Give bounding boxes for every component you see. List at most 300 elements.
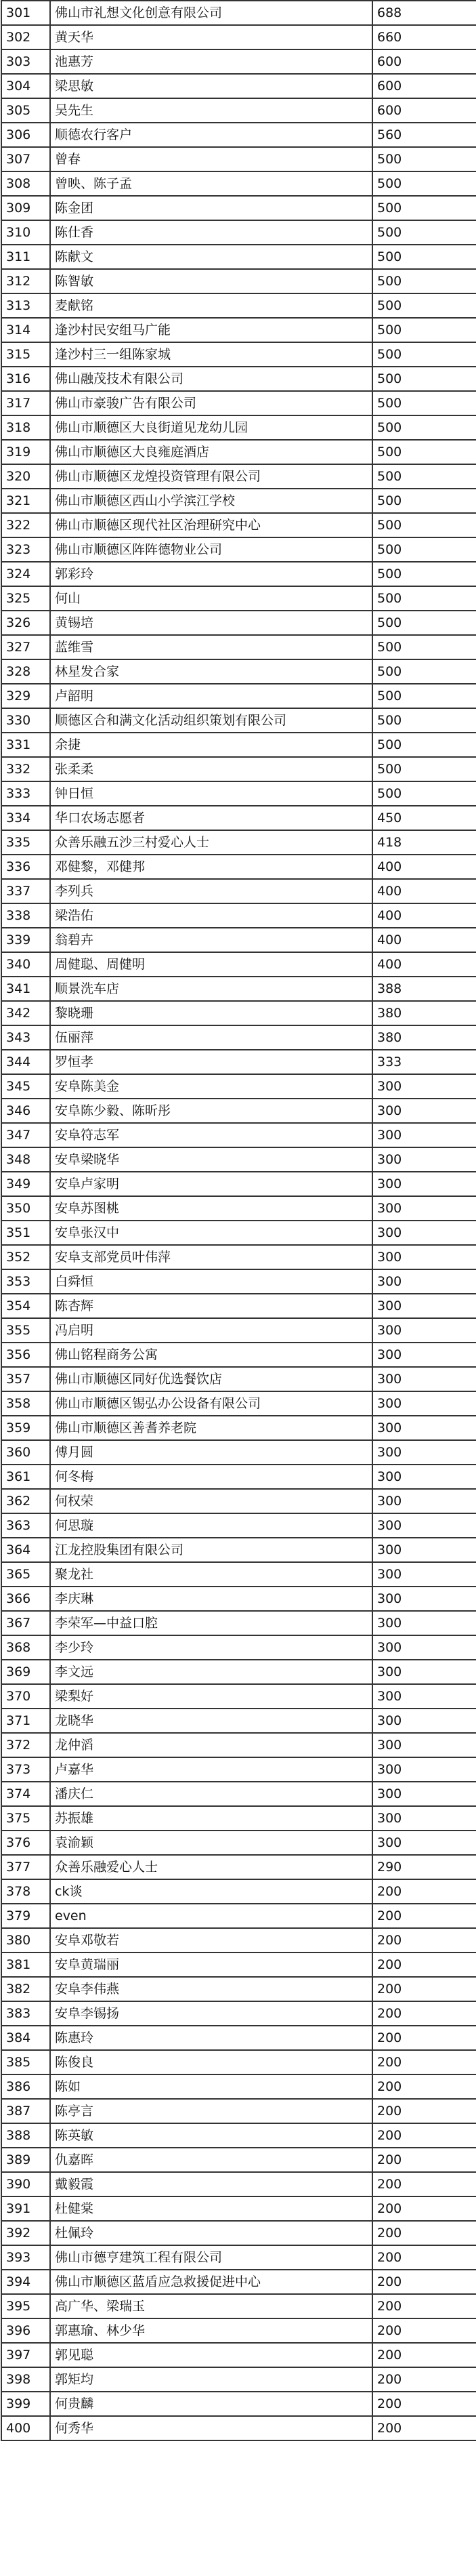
donation-amount-cell: 500 bbox=[372, 220, 476, 245]
donor-name-cell: 顺景洗车店 bbox=[50, 977, 372, 1001]
donor-name-cell: 曾映、陈子孟 bbox=[50, 171, 372, 196]
table-row bbox=[1, 1611, 476, 1635]
donation-amount-cell: 380 bbox=[372, 1001, 476, 1025]
donor-name-cell: 安阜邓敬若 bbox=[50, 1928, 372, 1953]
table-row bbox=[1, 2343, 476, 2367]
table-row bbox=[1, 269, 476, 293]
table-row bbox=[1, 1684, 476, 1709]
donor-name-cell: 梁思敏 bbox=[50, 74, 372, 98]
donation-amount-cell: 500 bbox=[372, 147, 476, 171]
donation-amount-cell: 300 bbox=[372, 1465, 476, 1489]
table-row bbox=[1, 855, 476, 879]
row-number-cell: 371 bbox=[1, 1709, 50, 1733]
donation-amount-cell: 300 bbox=[372, 1123, 476, 1147]
table-row bbox=[1, 2099, 476, 2123]
row-number-cell: 337 bbox=[1, 879, 50, 903]
donor-name-cell: 杜健棠 bbox=[50, 2196, 372, 2221]
donor-name-cell: 佛山市顺德区龙煌投资管理有限公司 bbox=[50, 464, 372, 489]
donation-amount-cell: 500 bbox=[372, 196, 476, 220]
donor-name-cell: 聚龙社 bbox=[50, 1562, 372, 1587]
table-row bbox=[1, 2318, 476, 2343]
table-row bbox=[1, 464, 476, 489]
donor-name-cell: 黄天华 bbox=[50, 25, 372, 49]
donor-name-cell: 佛山市顺德区大良街道见龙幼儿园 bbox=[50, 415, 372, 440]
row-number-cell: 335 bbox=[1, 830, 50, 855]
donor-name-cell: 陈智敏 bbox=[50, 269, 372, 293]
table-row bbox=[1, 2367, 476, 2392]
donation-amount-cell: 200 bbox=[372, 1928, 476, 1953]
table-row bbox=[1, 1318, 476, 1343]
donor-name-cell: 佛山市德亨建筑工程有限公司 bbox=[50, 2245, 372, 2270]
row-number-cell: 333 bbox=[1, 781, 50, 806]
table-row bbox=[1, 1343, 476, 1367]
donation-amount-cell: 500 bbox=[372, 171, 476, 196]
table-row bbox=[1, 49, 476, 74]
table-row bbox=[1, 1757, 476, 1782]
donation-amount-cell: 300 bbox=[372, 1635, 476, 1660]
donor-name-cell: 安阜李伟燕 bbox=[50, 1977, 372, 2001]
donor-name-cell: 佛山市顺德区锡弘办公设备有限公司 bbox=[50, 1391, 372, 1416]
donor-name-cell: 安阜陈美金 bbox=[50, 1074, 372, 1099]
donor-name-cell: 曾春 bbox=[50, 147, 372, 171]
donation-amount-cell: 500 bbox=[372, 245, 476, 269]
table-row bbox=[1, 367, 476, 391]
donation-amount-cell: 200 bbox=[372, 2123, 476, 2148]
row-number-cell: 376 bbox=[1, 1831, 50, 1855]
donation-amount-cell: 300 bbox=[372, 1782, 476, 1806]
row-number-cell: 313 bbox=[1, 293, 50, 318]
donation-amount-cell: 200 bbox=[372, 2221, 476, 2245]
donor-name-cell: 佛山市顺德区大良雍庭酒店 bbox=[50, 440, 372, 464]
row-number-cell: 368 bbox=[1, 1635, 50, 1660]
donor-name-cell: 何权荣 bbox=[50, 1489, 372, 1513]
row-number-cell: 378 bbox=[1, 1879, 50, 1904]
donation-amount-cell: 300 bbox=[372, 1684, 476, 1709]
table-row bbox=[1, 1074, 476, 1099]
donation-amount-cell: 300 bbox=[372, 1172, 476, 1196]
donor-name-cell: 梁梨好 bbox=[50, 1684, 372, 1709]
donor-name-cell: 安阜黄瑞丽 bbox=[50, 1953, 372, 1977]
donor-name-cell: 佛山融茂技术有限公司 bbox=[50, 367, 372, 391]
table-row bbox=[1, 1416, 476, 1440]
row-number-cell: 318 bbox=[1, 415, 50, 440]
table-row bbox=[1, 2148, 476, 2172]
donor-name-cell: 卢嘉华 bbox=[50, 1757, 372, 1782]
row-number-cell: 344 bbox=[1, 1050, 50, 1074]
donation-amount-cell: 200 bbox=[372, 2026, 476, 2050]
row-number-cell: 307 bbox=[1, 147, 50, 171]
donor-name-cell: 陈仕香 bbox=[50, 220, 372, 245]
table-row bbox=[1, 1294, 476, 1318]
row-number-cell: 372 bbox=[1, 1733, 50, 1757]
row-number-cell: 303 bbox=[1, 49, 50, 74]
row-number-cell: 352 bbox=[1, 1245, 50, 1269]
donor-name-cell: 龙仲滔 bbox=[50, 1733, 372, 1757]
donor-name-cell: 佛山市顺德区现代社区治理研究中心 bbox=[50, 513, 372, 537]
row-number-cell: 312 bbox=[1, 269, 50, 293]
table-row bbox=[1, 1050, 476, 1074]
donation-amount-cell: 200 bbox=[372, 2148, 476, 2172]
table-row bbox=[1, 806, 476, 830]
row-number-cell: 348 bbox=[1, 1147, 50, 1172]
row-number-cell: 308 bbox=[1, 171, 50, 196]
donor-name-cell: 逢沙村三一组陈家城 bbox=[50, 342, 372, 367]
row-number-cell: 353 bbox=[1, 1269, 50, 1294]
row-number-cell: 355 bbox=[1, 1318, 50, 1343]
donor-name-cell: 李文远 bbox=[50, 1660, 372, 1684]
table-row bbox=[1, 879, 476, 903]
table-row bbox=[1, 2245, 476, 2270]
row-number-cell: 349 bbox=[1, 1172, 50, 1196]
donor-name-cell: 仇嘉晖 bbox=[50, 2148, 372, 2172]
row-number-cell: 388 bbox=[1, 2123, 50, 2148]
table-row bbox=[1, 1513, 476, 1538]
table-row bbox=[1, 1123, 476, 1147]
row-number-cell: 365 bbox=[1, 1562, 50, 1587]
row-number-cell: 306 bbox=[1, 123, 50, 147]
row-number-cell: 345 bbox=[1, 1074, 50, 1099]
donation-amount-cell: 500 bbox=[372, 293, 476, 318]
table-row bbox=[1, 245, 476, 269]
donor-name-cell: 麦献铭 bbox=[50, 293, 372, 318]
donation-amount-cell: 600 bbox=[372, 74, 476, 98]
donation-amount-cell: 500 bbox=[372, 537, 476, 562]
donation-amount-cell: 500 bbox=[372, 415, 476, 440]
row-number-cell: 310 bbox=[1, 220, 50, 245]
table-row bbox=[1, 830, 476, 855]
row-number-cell: 360 bbox=[1, 1440, 50, 1465]
table-row bbox=[1, 2294, 476, 2318]
donation-amount-cell: 500 bbox=[372, 684, 476, 708]
donation-amount-cell: 418 bbox=[372, 830, 476, 855]
donor-name-cell: 伍丽萍 bbox=[50, 1025, 372, 1050]
table-row bbox=[1, 586, 476, 611]
donor-name-cell: even bbox=[50, 1904, 372, 1928]
table-row bbox=[1, 684, 476, 708]
row-number-cell: 375 bbox=[1, 1806, 50, 1831]
table-row bbox=[1, 2001, 476, 2026]
donor-name-cell: 佛山铭程商务公寓 bbox=[50, 1343, 372, 1367]
donor-name-cell: 顺德农行客户 bbox=[50, 123, 372, 147]
table-row bbox=[1, 2196, 476, 2221]
donation-amount-cell: 200 bbox=[372, 2392, 476, 2416]
table-row bbox=[1, 2050, 476, 2074]
donor-name-cell: 安阜支部党员叶伟萍 bbox=[50, 1245, 372, 1269]
donor-name-cell: 安阜李锡扬 bbox=[50, 2001, 372, 2026]
row-number-cell: 370 bbox=[1, 1684, 50, 1709]
donation-amount-cell: 500 bbox=[372, 269, 476, 293]
donor-table bbox=[1, 0, 476, 2441]
row-number-cell: 374 bbox=[1, 1782, 50, 1806]
row-number-cell: 327 bbox=[1, 635, 50, 659]
table-row bbox=[1, 513, 476, 537]
donor-name-cell: 蓝维雪 bbox=[50, 635, 372, 659]
donation-amount-cell: 300 bbox=[372, 1269, 476, 1294]
donation-amount-cell: 200 bbox=[372, 2196, 476, 2221]
table-row bbox=[1, 98, 476, 123]
donation-amount-cell: 200 bbox=[372, 1977, 476, 2001]
row-number-cell: 369 bbox=[1, 1660, 50, 1684]
row-number-cell: 362 bbox=[1, 1489, 50, 1513]
row-number-cell: 304 bbox=[1, 74, 50, 98]
row-number-cell: 343 bbox=[1, 1025, 50, 1050]
table-row bbox=[1, 733, 476, 757]
donation-amount-cell: 200 bbox=[372, 2343, 476, 2367]
donor-name-cell: 陈杏辉 bbox=[50, 1294, 372, 1318]
table-row bbox=[1, 415, 476, 440]
donor-name-cell: 安阜卢家明 bbox=[50, 1172, 372, 1196]
row-number-cell: 367 bbox=[1, 1611, 50, 1635]
donor-name-cell: 郭见聪 bbox=[50, 2343, 372, 2367]
row-number-cell: 363 bbox=[1, 1513, 50, 1538]
donor-name-cell: 何贵麟 bbox=[50, 2392, 372, 2416]
donation-amount-cell: 200 bbox=[372, 2074, 476, 2099]
donor-name-cell: 潘庆仁 bbox=[50, 1782, 372, 1806]
table-row bbox=[1, 2416, 476, 2440]
donor-name-cell: 李少玲 bbox=[50, 1635, 372, 1660]
row-number-cell: 315 bbox=[1, 342, 50, 367]
table-row bbox=[1, 1025, 476, 1050]
row-number-cell: 391 bbox=[1, 2196, 50, 2221]
row-number-cell: 302 bbox=[1, 25, 50, 49]
row-number-cell: 359 bbox=[1, 1416, 50, 1440]
donor-name-cell: 郭彩玲 bbox=[50, 562, 372, 586]
donation-amount-cell: 300 bbox=[372, 1391, 476, 1416]
donation-amount-cell: 300 bbox=[372, 1318, 476, 1343]
table-row bbox=[1, 1245, 476, 1269]
row-number-cell: 332 bbox=[1, 757, 50, 781]
table-row bbox=[1, 440, 476, 464]
donation-amount-cell: 300 bbox=[372, 1196, 476, 1221]
table-row bbox=[1, 708, 476, 733]
row-number-cell: 342 bbox=[1, 1001, 50, 1025]
table-row bbox=[1, 903, 476, 928]
donation-amount-cell: 300 bbox=[372, 1416, 476, 1440]
donation-amount-cell: 560 bbox=[372, 123, 476, 147]
table-row bbox=[1, 2074, 476, 2099]
row-number-cell: 350 bbox=[1, 1196, 50, 1221]
donor-name-cell: 佛山市顺德区善耆养老院 bbox=[50, 1416, 372, 1440]
row-number-cell: 316 bbox=[1, 367, 50, 391]
donation-amount-cell: 300 bbox=[372, 1489, 476, 1513]
table-row bbox=[1, 635, 476, 659]
donation-amount-cell: 500 bbox=[372, 367, 476, 391]
donor-name-cell: 安阜符志军 bbox=[50, 1123, 372, 1147]
table-row bbox=[1, 147, 476, 171]
table-row bbox=[1, 1269, 476, 1294]
row-number-cell: 331 bbox=[1, 733, 50, 757]
row-number-cell: 351 bbox=[1, 1221, 50, 1245]
donation-amount-cell: 500 bbox=[372, 659, 476, 684]
donor-name-cell: 陈如 bbox=[50, 2074, 372, 2099]
table-row bbox=[1, 25, 476, 49]
donor-name-cell: 梁浩佑 bbox=[50, 903, 372, 928]
table-row bbox=[1, 1440, 476, 1465]
donor-name-cell: 陈金团 bbox=[50, 196, 372, 220]
donor-name-cell: 池惠芳 bbox=[50, 49, 372, 74]
row-number-cell: 381 bbox=[1, 1953, 50, 1977]
table-row bbox=[1, 1172, 476, 1196]
donation-amount-cell: 290 bbox=[372, 1855, 476, 1879]
donor-name-cell: 何秀华 bbox=[50, 2416, 372, 2440]
row-number-cell: 384 bbox=[1, 2026, 50, 2050]
donor-name-cell: 李庆琳 bbox=[50, 1587, 372, 1611]
table-row bbox=[1, 1904, 476, 1928]
donation-amount-cell: 200 bbox=[372, 2416, 476, 2440]
donation-amount-cell: 300 bbox=[372, 1587, 476, 1611]
row-number-cell: 392 bbox=[1, 2221, 50, 2245]
donation-amount-cell: 500 bbox=[372, 513, 476, 537]
table-row bbox=[1, 1879, 476, 1904]
row-number-cell: 377 bbox=[1, 1855, 50, 1879]
row-number-cell: 317 bbox=[1, 391, 50, 415]
row-number-cell: 398 bbox=[1, 2367, 50, 2392]
table-row bbox=[1, 2392, 476, 2416]
donation-amount-cell: 300 bbox=[372, 1831, 476, 1855]
donation-amount-cell: 500 bbox=[372, 318, 476, 342]
row-number-cell: 395 bbox=[1, 2294, 50, 2318]
donation-amount-cell: 300 bbox=[372, 1733, 476, 1757]
row-number-cell: 325 bbox=[1, 586, 50, 611]
donor-name-cell: 华口农场志愿者 bbox=[50, 806, 372, 830]
table-row bbox=[1, 1953, 476, 1977]
donation-amount-cell: 380 bbox=[372, 1025, 476, 1050]
donor-name-cell: ck谈 bbox=[50, 1879, 372, 1904]
table-row bbox=[1, 1221, 476, 1245]
donation-amount-cell: 200 bbox=[372, 2318, 476, 2343]
donation-amount-cell: 200 bbox=[372, 2001, 476, 2026]
table-row bbox=[1, 196, 476, 220]
table-row bbox=[1, 1562, 476, 1587]
donor-name-cell: 袁渝颖 bbox=[50, 1831, 372, 1855]
row-number-cell: 389 bbox=[1, 2148, 50, 2172]
table-row bbox=[1, 2026, 476, 2050]
donation-amount-cell: 300 bbox=[372, 1074, 476, 1099]
donor-name-cell: 冯启明 bbox=[50, 1318, 372, 1343]
row-number-cell: 346 bbox=[1, 1099, 50, 1123]
donation-amount-cell: 200 bbox=[372, 2294, 476, 2318]
table-row bbox=[1, 1635, 476, 1660]
donor-name-cell: 郭矩均 bbox=[50, 2367, 372, 2392]
row-number-cell: 400 bbox=[1, 2416, 50, 2440]
donation-amount-cell: 300 bbox=[372, 1221, 476, 1245]
donation-amount-cell: 500 bbox=[372, 611, 476, 635]
row-number-cell: 329 bbox=[1, 684, 50, 708]
row-number-cell: 309 bbox=[1, 196, 50, 220]
donor-name-cell: 钟日恒 bbox=[50, 781, 372, 806]
donor-name-cell: 顺德区合和满文化活动组织策划有限公司 bbox=[50, 708, 372, 733]
row-number-cell: 379 bbox=[1, 1904, 50, 1928]
row-number-cell: 322 bbox=[1, 513, 50, 537]
donation-amount-cell: 300 bbox=[372, 1538, 476, 1562]
row-number-cell: 334 bbox=[1, 806, 50, 830]
donation-amount-cell: 300 bbox=[372, 1440, 476, 1465]
table-row bbox=[1, 1538, 476, 1562]
row-number-cell: 311 bbox=[1, 245, 50, 269]
donor-name-cell: 林星发合家 bbox=[50, 659, 372, 684]
donation-amount-cell: 300 bbox=[372, 1147, 476, 1172]
donation-amount-cell: 500 bbox=[372, 635, 476, 659]
table-row bbox=[1, 611, 476, 635]
table-row bbox=[1, 1489, 476, 1513]
donation-amount-cell: 200 bbox=[372, 1879, 476, 1904]
row-number-cell: 314 bbox=[1, 318, 50, 342]
donation-amount-cell: 400 bbox=[372, 855, 476, 879]
table-row bbox=[1, 293, 476, 318]
donor-name-cell: 郭惠瑜、林少华 bbox=[50, 2318, 372, 2343]
row-number-cell: 347 bbox=[1, 1123, 50, 1147]
donation-amount-cell: 660 bbox=[372, 25, 476, 49]
table-row bbox=[1, 123, 476, 147]
donation-amount-cell: 200 bbox=[372, 2245, 476, 2270]
donation-amount-cell: 600 bbox=[372, 49, 476, 74]
table-row bbox=[1, 2270, 476, 2294]
donor-name-cell: 佛山市顺德区同好优选餐饮店 bbox=[50, 1367, 372, 1391]
row-number-cell: 358 bbox=[1, 1391, 50, 1416]
donor-name-cell: 佛山市顺德区阵阵德物业公司 bbox=[50, 537, 372, 562]
row-number-cell: 361 bbox=[1, 1465, 50, 1489]
row-number-cell: 340 bbox=[1, 952, 50, 977]
row-number-cell: 396 bbox=[1, 2318, 50, 2343]
donor-name-cell: 余捷 bbox=[50, 733, 372, 757]
donation-amount-cell: 500 bbox=[372, 586, 476, 611]
donor-name-cell: 佛山市礼想文化创意有限公司 bbox=[50, 1, 372, 25]
donation-amount-cell: 500 bbox=[372, 489, 476, 513]
donor-name-cell: 陈亭言 bbox=[50, 2099, 372, 2123]
donor-name-cell: 何思璇 bbox=[50, 1513, 372, 1538]
donor-table-body bbox=[1, 1, 476, 2440]
donation-amount-cell: 400 bbox=[372, 879, 476, 903]
table-row bbox=[1, 1391, 476, 1416]
donation-amount-cell: 300 bbox=[372, 1294, 476, 1318]
row-number-cell: 399 bbox=[1, 2392, 50, 2416]
donation-amount-cell: 388 bbox=[372, 977, 476, 1001]
row-number-cell: 320 bbox=[1, 464, 50, 489]
donation-amount-cell: 200 bbox=[372, 1953, 476, 1977]
donor-name-cell: 杜佩玲 bbox=[50, 2221, 372, 2245]
donor-name-cell: 安阜梁晓华 bbox=[50, 1147, 372, 1172]
row-number-cell: 321 bbox=[1, 489, 50, 513]
row-number-cell: 326 bbox=[1, 611, 50, 635]
row-number-cell: 357 bbox=[1, 1367, 50, 1391]
donor-name-cell: 陈献文 bbox=[50, 245, 372, 269]
donation-amount-cell: 450 bbox=[372, 806, 476, 830]
table-row bbox=[1, 1196, 476, 1221]
table-row bbox=[1, 1001, 476, 1025]
donation-amount-cell: 300 bbox=[372, 1709, 476, 1733]
table-row bbox=[1, 74, 476, 98]
row-number-cell: 341 bbox=[1, 977, 50, 1001]
table-row bbox=[1, 220, 476, 245]
donation-amount-cell: 300 bbox=[372, 1611, 476, 1635]
table-row bbox=[1, 1, 476, 25]
donation-amount-cell: 300 bbox=[372, 1099, 476, 1123]
table-row bbox=[1, 2221, 476, 2245]
row-number-cell: 324 bbox=[1, 562, 50, 586]
donor-name-cell: 众善乐融爱心人士 bbox=[50, 1855, 372, 1879]
donor-name-cell: 白舜恒 bbox=[50, 1269, 372, 1294]
donation-amount-cell: 200 bbox=[372, 1904, 476, 1928]
donation-amount-cell: 200 bbox=[372, 2367, 476, 2392]
donor-name-cell: 陈俊良 bbox=[50, 2050, 372, 2074]
donation-amount-cell: 600 bbox=[372, 98, 476, 123]
table-row bbox=[1, 977, 476, 1001]
table-row bbox=[1, 1587, 476, 1611]
table-row bbox=[1, 1928, 476, 1953]
donor-name-cell: 罗恒孝 bbox=[50, 1050, 372, 1074]
donation-amount-cell: 500 bbox=[372, 440, 476, 464]
donation-amount-cell: 300 bbox=[372, 1562, 476, 1587]
